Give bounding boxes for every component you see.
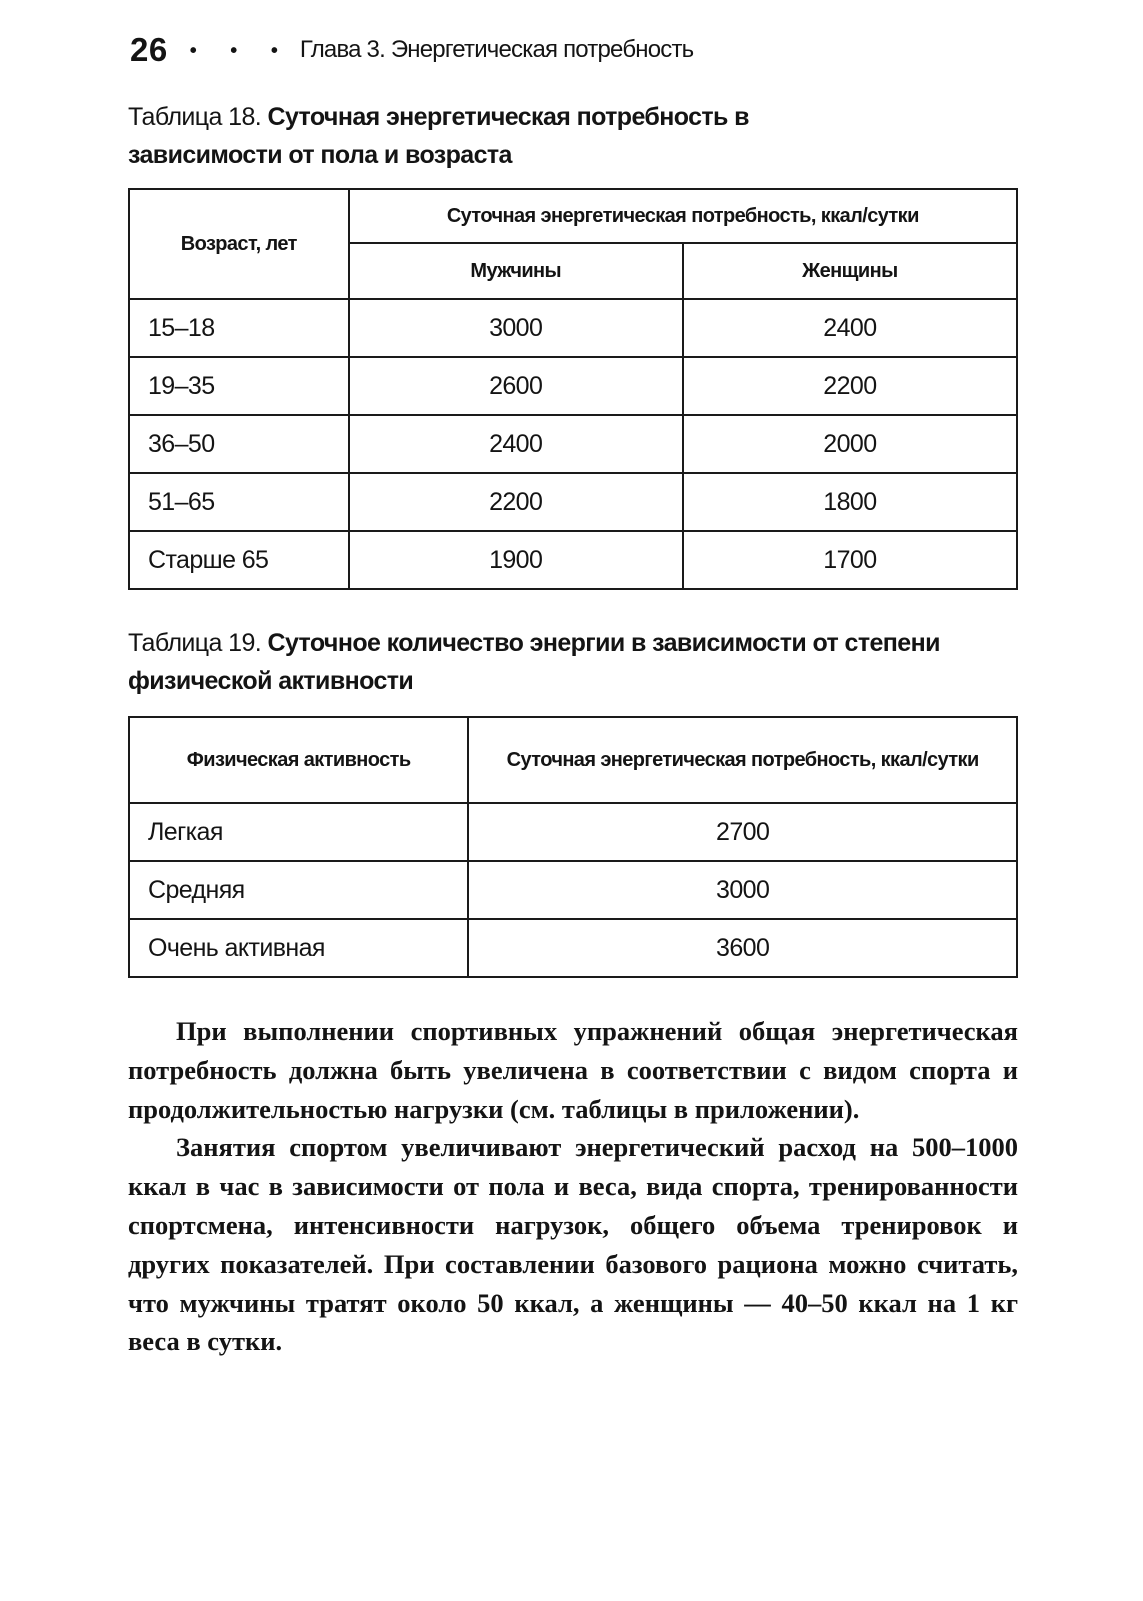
column-header-daily-need: Суточная энергетическая потребность, ккал/сутки	[468, 717, 1017, 803]
table-row	[129, 473, 1017, 531]
table-row	[129, 357, 1017, 415]
men-value-cell: 1900	[349, 531, 683, 589]
energy-value-cell: 2700	[468, 803, 1017, 861]
table-18-caption	[128, 98, 888, 174]
age-cell: Старше 65	[129, 531, 349, 589]
women-value-cell: 2200	[683, 357, 1017, 415]
column-header-age: Возраст, лет	[129, 189, 349, 299]
column-header-activity: Физическая активность	[129, 717, 468, 803]
men-value-cell: 2400	[349, 415, 683, 473]
women-value-cell: 1700	[683, 531, 1017, 589]
energy-value-cell: 3600	[468, 919, 1017, 977]
column-header-daily-need: Суточная энергетическая потребность, ккал/сутки	[349, 189, 1017, 243]
men-value-cell: 2600	[349, 357, 683, 415]
table-row	[129, 861, 1017, 919]
body-text	[128, 1012, 1018, 1361]
column-header-men: Мужчины	[349, 243, 683, 299]
table-19-label: Таблица 19.	[128, 629, 262, 657]
energy-by-sex-age-table	[128, 188, 1018, 590]
age-cell: 36–50	[129, 415, 349, 473]
table-19-title: Суточное количество энергии в зависимости от степени физической активности	[128, 629, 940, 695]
chapter-title: Глава 3. Энергетическая потребность	[299, 36, 694, 63]
table-18-title: Суточная энергетическая потребность в зависимости от пола и возраста	[128, 103, 749, 169]
paragraph: Занятия спортом увеличивают энергетический расход на 500–1000 ккал в час в зависимости от пола и веса, вида спорта, тренированности спортсмена, интенсивности нагрузок, общего объема тренировок и других показателей. При составлении базового рациона можно считать, что мужчины тратят около 50 ккал, а женщины — 40–50 ккал на 1 кг веса в сутки.	[128, 1132, 1018, 1357]
header-dots: • • •	[189, 39, 292, 62]
column-header-women: Женщины	[683, 243, 1017, 299]
running-header	[130, 30, 693, 70]
table-row	[129, 415, 1017, 473]
table-18-label: Таблица 18.	[128, 103, 262, 131]
page-number: 26	[130, 31, 168, 68]
activity-cell: Средняя	[129, 861, 468, 919]
energy-by-activity-table	[128, 716, 1018, 978]
table-row	[129, 803, 1017, 861]
table-row	[129, 919, 1017, 977]
activity-cell: Легкая	[129, 803, 468, 861]
table-row	[129, 531, 1017, 589]
age-cell: 19–35	[129, 357, 349, 415]
men-value-cell: 3000	[349, 299, 683, 357]
women-value-cell: 2400	[683, 299, 1017, 357]
table-row	[129, 299, 1017, 357]
women-value-cell: 2000	[683, 415, 1017, 473]
table-19-caption	[128, 624, 948, 700]
age-cell: 15–18	[129, 299, 349, 357]
age-cell: 51–65	[129, 473, 349, 531]
women-value-cell: 1800	[683, 473, 1017, 531]
men-value-cell: 2200	[349, 473, 683, 531]
paragraph: При выполнении спортивных упражнений общая энергетическая потребность должна быть увеличена в соответствии с видом спорта и продолжительностью нагрузки (см. таблицы в приложении).	[128, 1016, 1018, 1124]
activity-cell: Очень активная	[129, 919, 468, 977]
energy-value-cell: 3000	[468, 861, 1017, 919]
